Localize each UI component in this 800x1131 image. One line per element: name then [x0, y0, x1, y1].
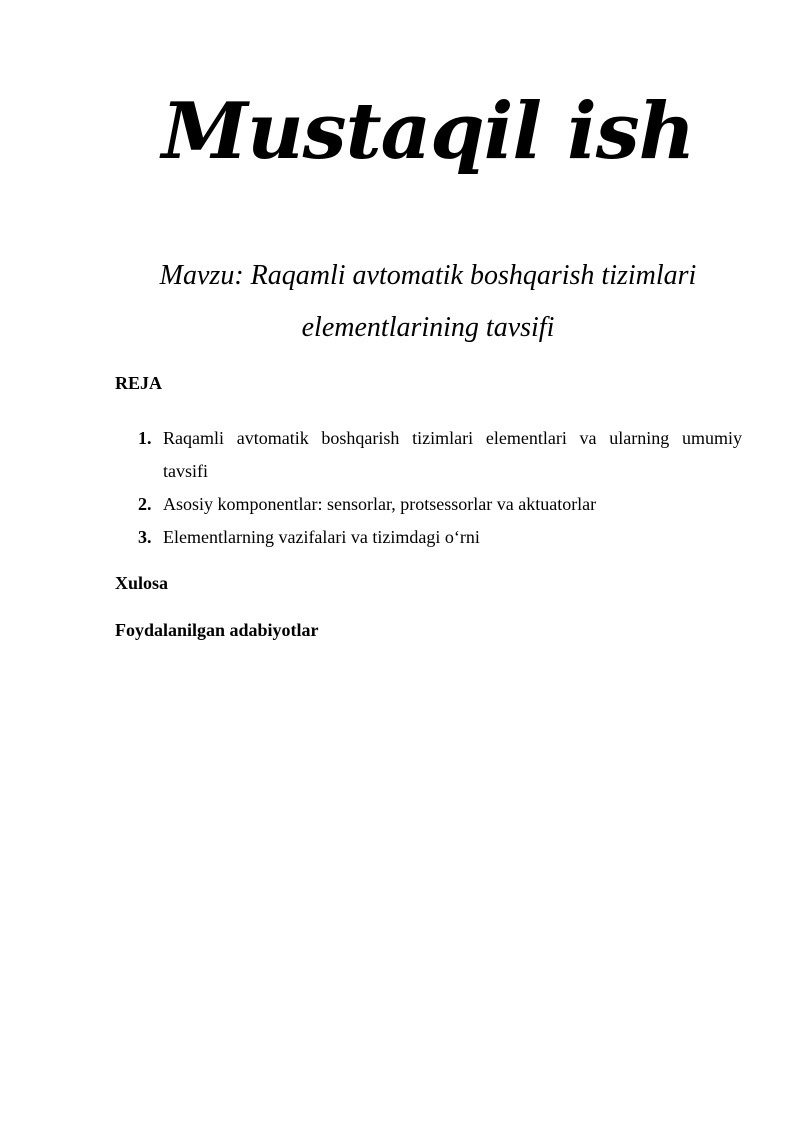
topic-subtitle-line-1: Mavzu: Raqamli avtomatik boshqarish tizimlari [159, 260, 697, 291]
plan-item-text: Asosiy komponentlar: sensorlar, protsessorlar va aktuatorlar [163, 494, 597, 514]
topic-subtitle-line-2: elementlarining tavsifi [301, 312, 555, 343]
plan-item-3 [138, 521, 742, 554]
plan-item-number: 2. [138, 494, 152, 514]
plan-item-text-line-2: tavsifi [163, 461, 208, 481]
plan-item-2 [138, 488, 742, 521]
plan-item-1 [138, 422, 742, 488]
plan-list [138, 422, 742, 554]
topic-subtitle [115, 250, 741, 354]
plan-item-number: 1. [138, 428, 152, 448]
plan-item-text-line-1: Raqamli avtomatik boshqarish tizimlari elementlari va ularning umumiy [163, 428, 742, 448]
plan-item-text: Elementlarning vazifalari va tizimdagi o‘rni [163, 527, 480, 547]
plan-item-number: 3. [138, 527, 152, 547]
conclusion-heading: Xulosa [115, 573, 169, 593]
references-heading: Foydalanilgan adabiyotlar [115, 620, 319, 640]
plan-heading: REJA [115, 373, 163, 393]
document-title: Mustaqil ish [161, 86, 695, 177]
